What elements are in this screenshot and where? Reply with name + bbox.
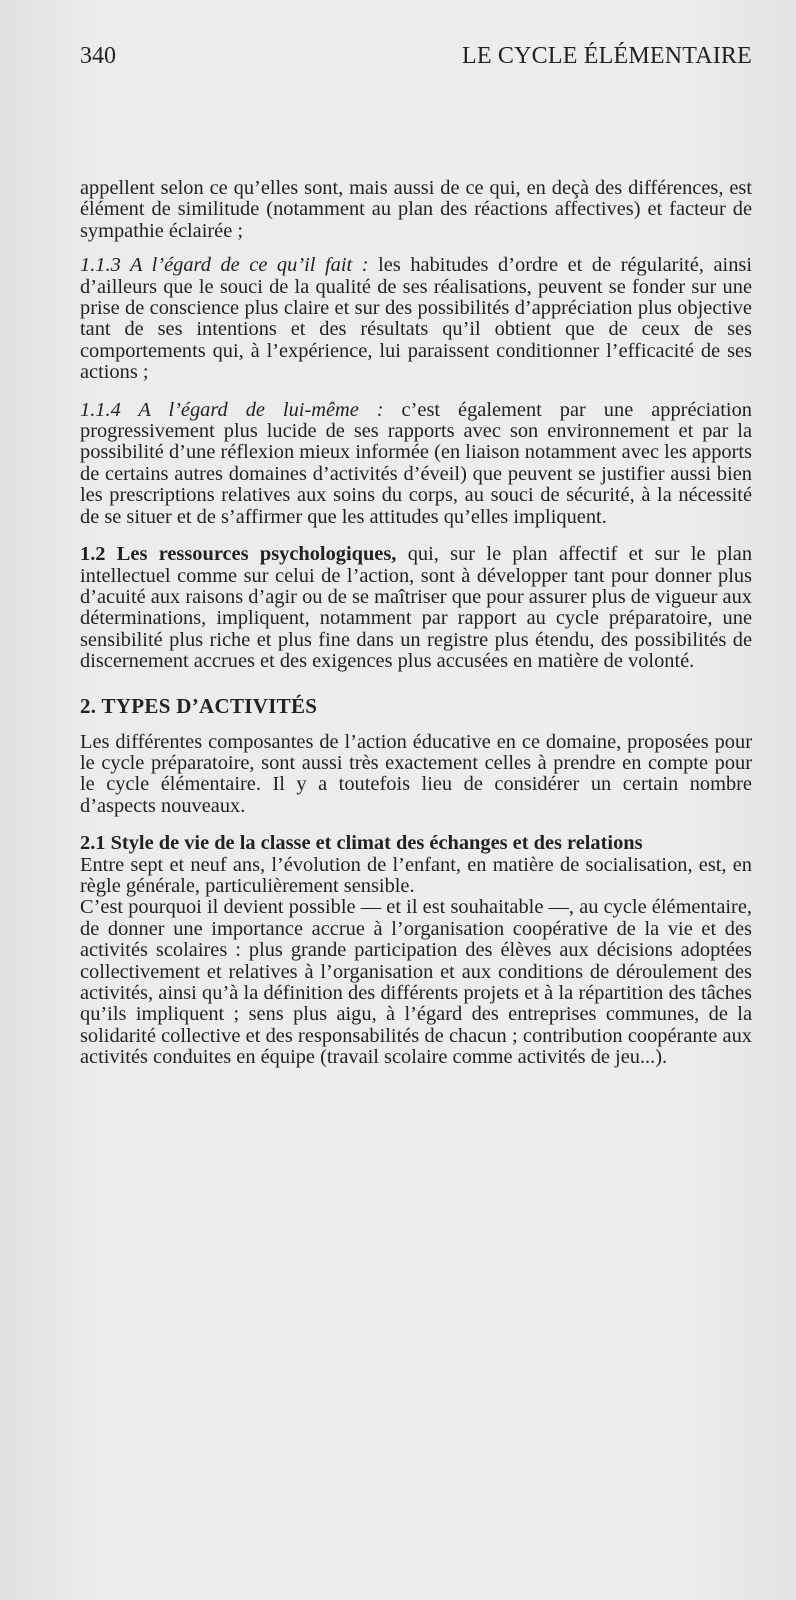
section-title: 2. TYPES D’ACTIVITÉS: [80, 693, 318, 718]
paragraph-label: 1.1.4 A l’égard de lui-même :: [80, 398, 384, 421]
page-body: [80, 178, 752, 1069]
paragraph-intro: [80, 732, 752, 818]
paragraph-text: qui, sur le plan affectif et sur le plan intellectuel comme sur celui de l’action, sont à développer tant pour donner plus d’acuité aux raisons d’agir ou de se maîtriser que pour assurer plus de vigueur aux déterminations, impliquent, notamment par rapport au cycle préparatoire, une sensibilité plus riche et plus fine dans un registre plus étendu, des possibilités de discernement accrues et des exigences plus accusées en matière de volonté.: [80, 543, 753, 673]
paragraph-text: Les différentes composantes de l’action éducative en ce domaine, proposées pour le cycle préparatoire, sont aussi très exactement celles à prendre en compte pour le cycle élémentaire. Il y a toutefois lieu de considérer un certain nombre d’aspects nouveaux.: [80, 730, 752, 817]
running-head: [80, 40, 752, 72]
paragraph-1-1-4: [80, 400, 752, 528]
paragraph-text: les habitudes d’ordre et de régularité, ainsi d’ailleurs que le souci de la qualité de ses réalisations, peuvent se fonder sur une prise de conscience plus claire et sur des possibilités d’appréciation plus objective tant de ses intentions et des résultats qu’il obtient que de ceux de ses comportements qui, à l’expérience, lui paraissent conditionner l’efficacité de ses actions ;: [80, 254, 752, 384]
subsection-heading: 2.1 Style de vie de la classe et climat des échanges et des relations: [80, 832, 643, 855]
paragraph-2-1-a: [80, 855, 752, 898]
paragraph-text: appellent selon ce qu’elles sont, mais aussi de ce qui, en deçà des différences, est élément de similitude (notamment au plan des réactions affectives) et facteur de sympathie éclairée ;: [80, 177, 752, 242]
paragraph-text: c’est également par une appréciation progressivement plus lucide de ses rapports avec son environnement et par la possibilité d’une réflexion mieux informée (en liaison notamment avec les apports de certains autres domaines d’activités d’éveil) que peuvent se justifier aussi bien les prescriptions relatives aux soins du corps, au souci de sécurité, à la nécessité de se situer et de s’affirmer que les attitudes qu’elles impliquent.: [80, 398, 752, 528]
paragraph-1-1-3: [80, 255, 752, 383]
paragraph-label: 1.1.3 A l’égard de ce qu’il fait :: [80, 254, 369, 277]
paragraph-2-1-b: [80, 897, 752, 1068]
running-title: LE CYCLE ÉLÉMENTAIRE: [461, 43, 752, 69]
paragraph-text: Entre sept et neuf ans, l’évolution de l’enfant, en matière de socialisation, est, en règle générale, particulièrement sensible.: [80, 853, 752, 897]
paragraph-text: C’est pourquoi il devient possible — et il est souhaitable —, au cycle élémentaire, de donner une importance accrue à l’organisation coopérative de la vie et des activités scolaires : plus grande participation des élèves aux décisions adoptées collectivement et relatives à l’organisation et aux conditions de déroulement des activités, ainsi qu’à la définition des différents projets et à la répartition des tâches qu’ils impliquent ; sens plus aigu, à l’égard des entreprises communes, de la solidarité collective et des responsabilités de chacun ; contribution coopérante aux activités conduites en équipe (travail scolaire comme activités de jeu...).: [80, 896, 752, 1069]
paragraph-label: 1.2 Les ressources psychologiques,: [80, 543, 397, 566]
paragraph-continuation: [80, 178, 752, 242]
paragraph-1-2: [80, 544, 752, 672]
page-number: 340: [80, 43, 116, 69]
